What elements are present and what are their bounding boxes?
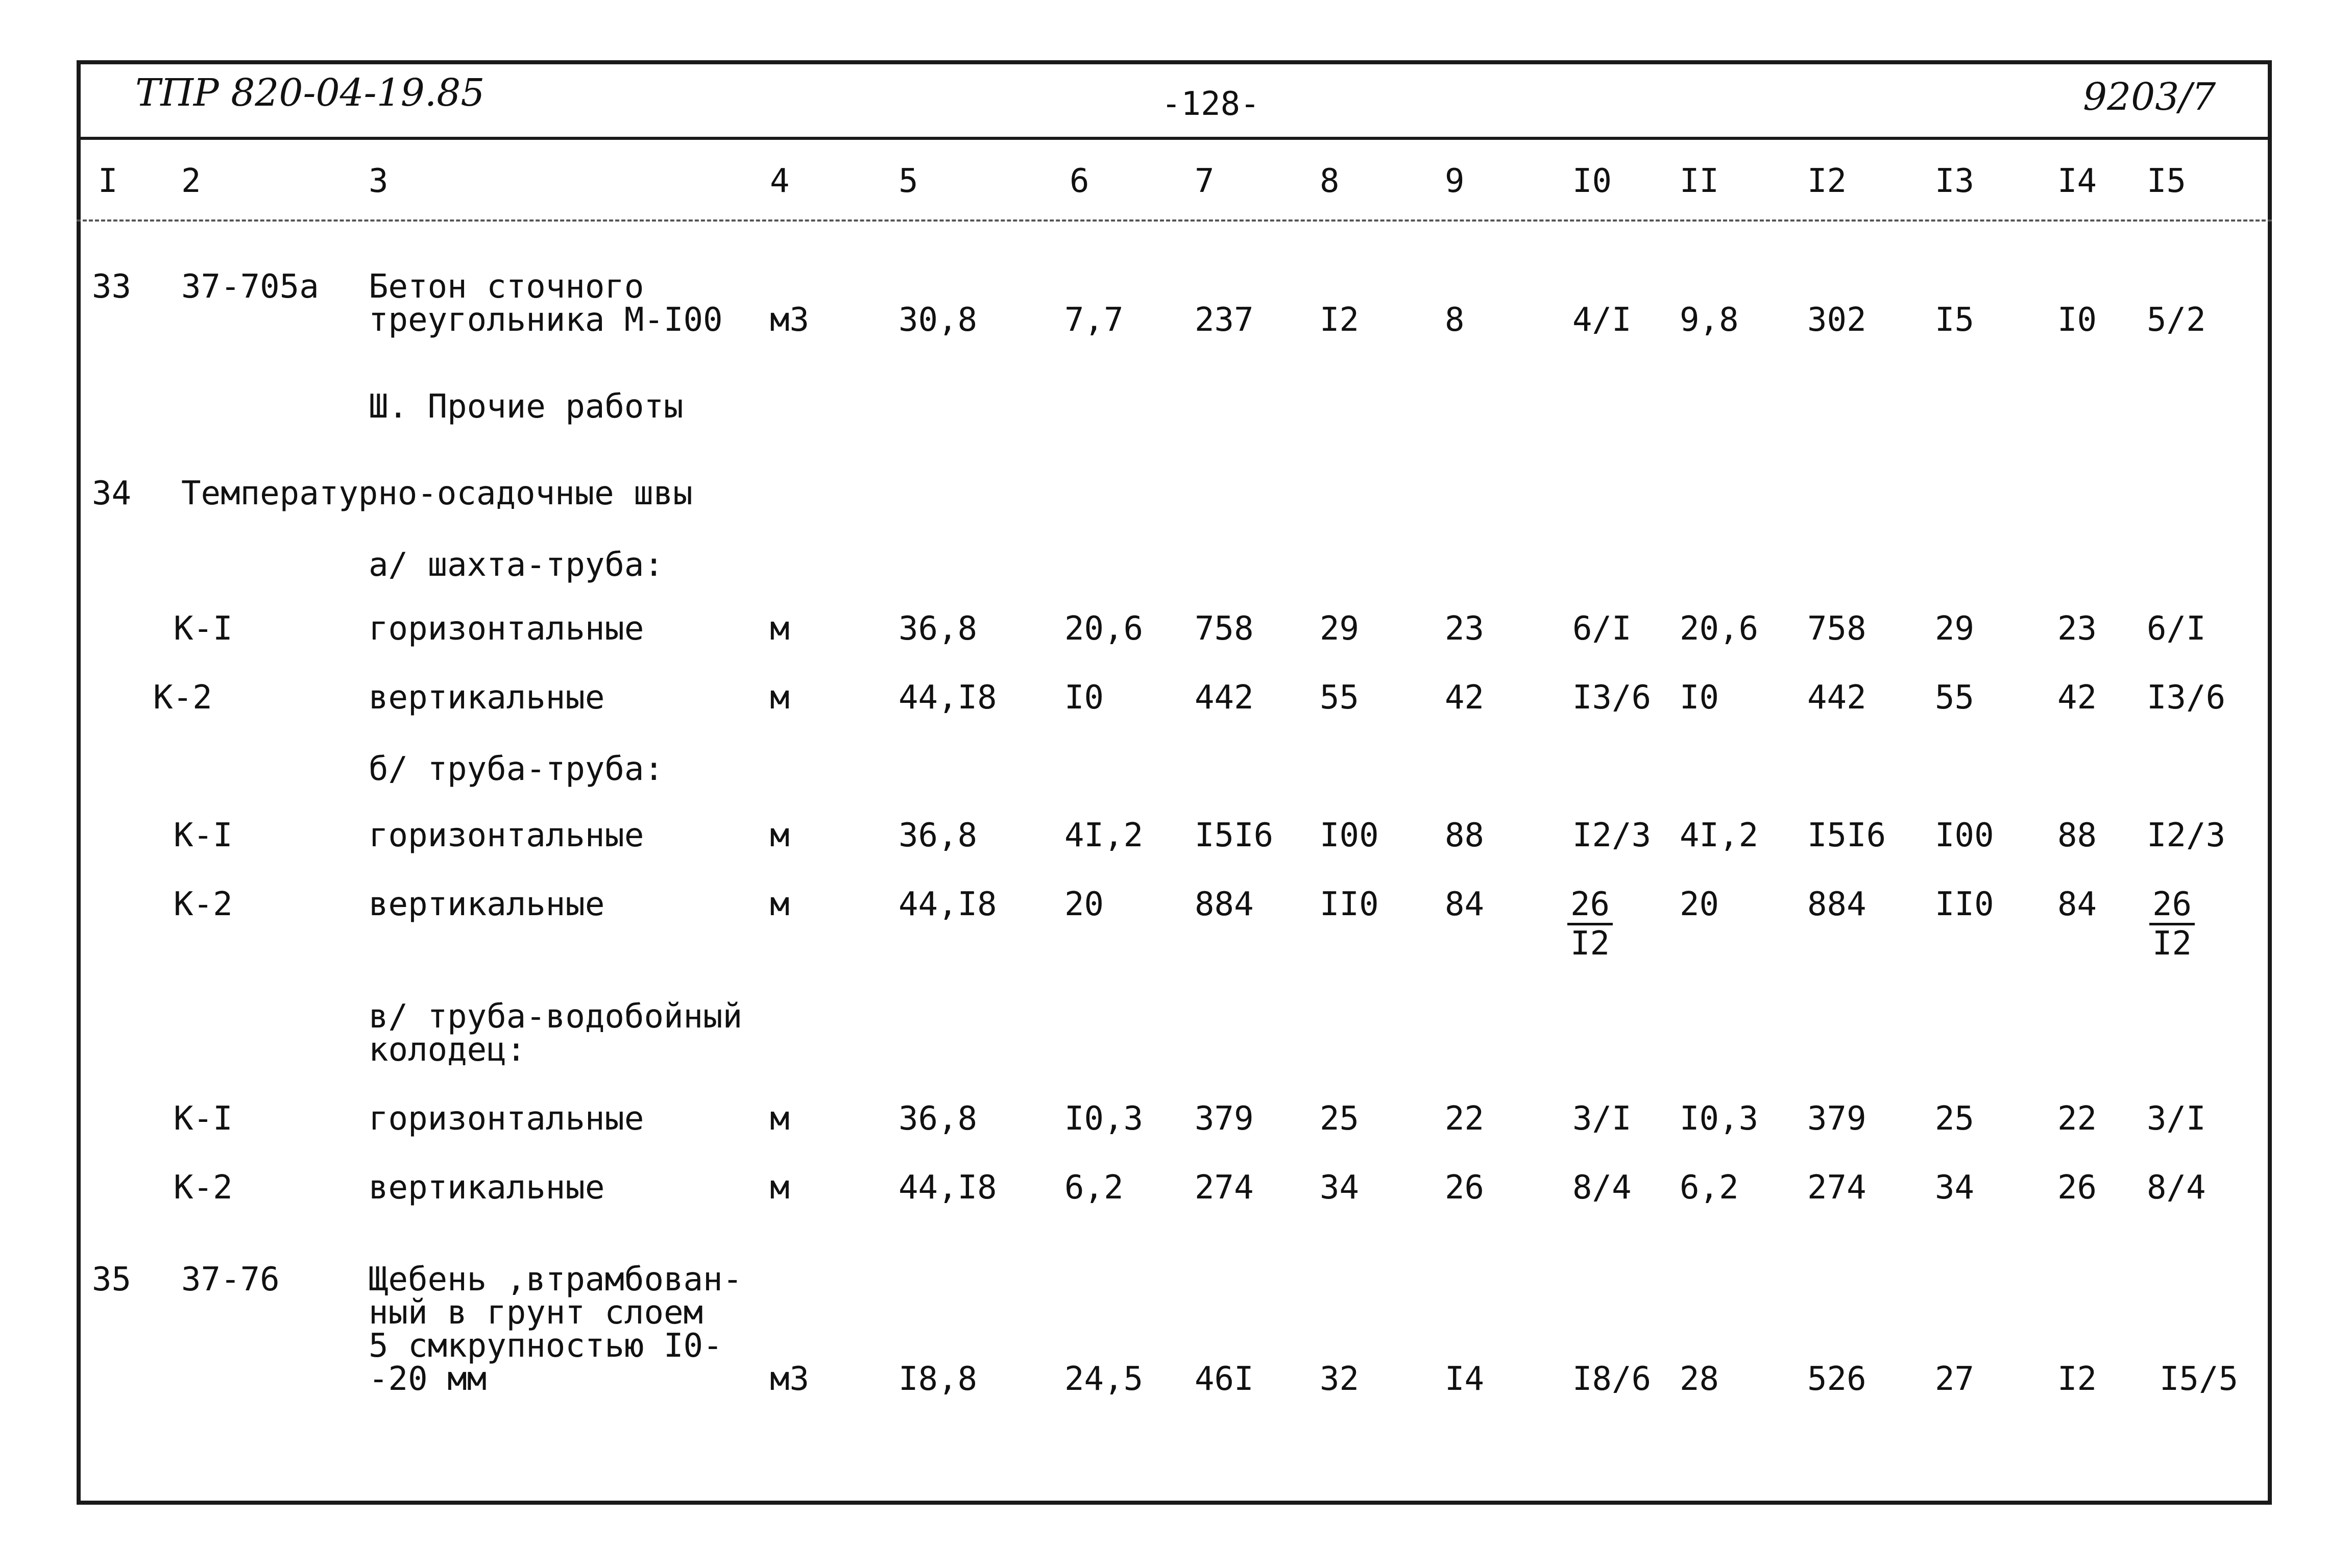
subgroup-b-heading: б/ труба-труба: xyxy=(369,750,664,788)
col-header-14: I4 xyxy=(2057,162,2097,200)
row-c-k1-col-14: 22 xyxy=(2057,1100,2097,1138)
row-b-k2-col-8: II0 xyxy=(1320,886,1379,923)
row-b-k2-col-12: 884 xyxy=(1807,886,1866,923)
row-a-k2-col-5: 44,I8 xyxy=(899,679,997,717)
col-header-11: II xyxy=(1680,162,1719,200)
row-a-k2-unit: м xyxy=(770,679,790,717)
col-header-2: 2 xyxy=(181,162,201,200)
col-header-13: I3 xyxy=(1935,162,1975,200)
fraction-numerator: 26 xyxy=(2149,888,2195,925)
row-b-k1-col-9: 88 xyxy=(1445,817,1485,854)
col-header-1: I xyxy=(98,162,118,200)
row-c-k1-name: горизонтальные xyxy=(369,1100,644,1138)
row-35-col-11: 28 xyxy=(1680,1360,1719,1398)
row-c-k1-col-15: 3/I xyxy=(2147,1100,2206,1138)
row-a-k1-col-6: 20,6 xyxy=(1064,610,1144,648)
row-33-col-6: 7,7 xyxy=(1064,301,1124,339)
row-c-k2-col-8: 34 xyxy=(1320,1169,1360,1207)
col-header-7: 7 xyxy=(1195,162,1215,200)
header-divider xyxy=(77,137,2272,140)
row-c-k1-code: К-I xyxy=(174,1100,233,1138)
row-a-k2-col-9: 42 xyxy=(1445,679,1485,717)
row-c-k2-col-7: 274 xyxy=(1195,1169,1254,1207)
row-b-k2-col-13: II0 xyxy=(1935,886,1994,923)
row-33-col-15: 5/2 xyxy=(2147,301,2206,339)
row-a-k1-col-7: 758 xyxy=(1195,610,1254,648)
row-b-k2-code: К-2 xyxy=(174,886,233,923)
row-33-col-8: I2 xyxy=(1320,301,1360,339)
row-c-k2-col-6: 6,2 xyxy=(1064,1169,1124,1207)
row-c-k1-unit: м xyxy=(770,1100,790,1138)
column-header-divider xyxy=(77,219,2272,222)
row-c-k1-col-5: 36,8 xyxy=(899,1100,978,1138)
row-c-k2-name: вертикальные xyxy=(369,1169,605,1207)
col-header-12: I2 xyxy=(1807,162,1847,200)
row-b-k2-col-11: 20 xyxy=(1680,886,1719,923)
row-35-col-14: I2 xyxy=(2057,1360,2097,1398)
section-other-works-heading: Ш. Прочие работы xyxy=(369,388,684,426)
row-b-k1-col-14: 88 xyxy=(2057,817,2097,854)
row-b-k2-col-9: 84 xyxy=(1445,886,1485,923)
row-b-k2-col-15-fraction xyxy=(2149,886,2195,963)
row-35-unit: м3 xyxy=(770,1360,810,1398)
row-33-col-14: I0 xyxy=(2057,301,2097,339)
row-33-col-11: 9,8 xyxy=(1680,301,1739,339)
row-a-k1-col-11: 20,6 xyxy=(1680,610,1759,648)
row-b-k1-col-7: I5I6 xyxy=(1195,817,1274,854)
row-35-col-6: 24,5 xyxy=(1064,1360,1144,1398)
row-a-k1-col-12: 758 xyxy=(1807,610,1866,648)
row-b-k1-code: К-I xyxy=(174,817,233,854)
row-a-k1-col-5: 36,8 xyxy=(899,610,978,648)
row-33-name-line-1: Бетон сточного xyxy=(369,268,644,306)
row-33-col-13: I5 xyxy=(1935,301,1975,339)
row-33-col-7: 237 xyxy=(1195,301,1254,339)
row-35-col-12: 526 xyxy=(1807,1360,1866,1398)
row-b-k1-unit: м xyxy=(770,817,790,854)
row-c-k2-col-14: 26 xyxy=(2057,1169,2097,1207)
row-a-k2-col-13: 55 xyxy=(1935,679,1975,717)
row-a-k1-unit: м xyxy=(770,610,790,648)
row-c-k1-col-12: 379 xyxy=(1807,1100,1866,1138)
row-34-name: Температурно-осадочные швы xyxy=(181,475,693,512)
col-header-9: 9 xyxy=(1445,162,1465,200)
row-35-col-5: I8,8 xyxy=(899,1360,978,1398)
row-35-col-7: 46I xyxy=(1195,1360,1254,1398)
sheet-code: 9203/7 xyxy=(2083,75,2216,119)
row-a-k2-col-14: 42 xyxy=(2057,679,2097,717)
row-b-k1-name: горизонтальные xyxy=(369,817,644,854)
row-a-k1-name: горизонтальные xyxy=(369,610,644,648)
row-a-k2-col-8: 55 xyxy=(1320,679,1360,717)
row-35-col-13: 27 xyxy=(1935,1360,1975,1398)
row-a-k2-code: К-2 xyxy=(153,679,212,717)
row-b-k1-col-15: I2/3 xyxy=(2147,817,2226,854)
page-number: -128- xyxy=(1161,85,1260,123)
row-b-k1-col-5: 36,8 xyxy=(899,817,978,854)
doc-code: ТПР 820-04-19.85 xyxy=(135,71,485,115)
row-c-k2-col-10: 8/4 xyxy=(1572,1169,1632,1207)
row-c-k1-col-6: I0,3 xyxy=(1064,1100,1144,1138)
row-c-k2-code: К-2 xyxy=(174,1169,233,1207)
row-35-col-10: I8/6 xyxy=(1572,1360,1652,1398)
subgroup-c-heading-line-1: в/ труба-водобойный xyxy=(369,998,743,1036)
col-header-4: 4 xyxy=(770,162,790,200)
row-a-k2-name: вертикальные xyxy=(369,679,605,717)
row-c-k2-col-5: 44,I8 xyxy=(899,1169,997,1207)
row-c-k2-col-15: 8/4 xyxy=(2147,1169,2206,1207)
row-35-col-9: I4 xyxy=(1445,1360,1485,1398)
row-b-k2-unit: м xyxy=(770,886,790,923)
row-a-k2-col-7: 442 xyxy=(1195,679,1254,717)
row-35-col-8: 32 xyxy=(1320,1360,1360,1398)
row-b-k2-col-5: 44,I8 xyxy=(899,886,997,923)
row-33-code: 37-705а xyxy=(181,268,319,306)
row-c-k2-col-12: 274 xyxy=(1807,1169,1866,1207)
row-a-k1-col-9: 23 xyxy=(1445,610,1485,648)
row-33-unit: м3 xyxy=(770,301,810,339)
row-34-number: 34 xyxy=(92,475,132,512)
row-35-number: 35 xyxy=(92,1261,132,1298)
col-header-8: 8 xyxy=(1320,162,1340,200)
row-b-k1-col-8: I00 xyxy=(1320,817,1379,854)
row-a-k2-col-10: I3/6 xyxy=(1572,679,1652,717)
row-c-k1-col-13: 25 xyxy=(1935,1100,1975,1138)
row-c-k2-unit: м xyxy=(770,1169,790,1207)
row-33-col-5: 30,8 xyxy=(899,301,978,339)
row-a-k1-col-10: 6/I xyxy=(1572,610,1632,648)
row-c-k2-col-9: 26 xyxy=(1445,1169,1485,1207)
row-a-k2-col-11: I0 xyxy=(1680,679,1719,717)
row-a-k1-code: К-I xyxy=(174,610,233,648)
col-header-15: I5 xyxy=(2147,162,2187,200)
row-c-k1-col-10: 3/I xyxy=(1572,1100,1632,1138)
subgroup-a-heading: а/ шахта-труба: xyxy=(369,546,664,584)
row-35-code: 37-76 xyxy=(181,1261,280,1298)
row-c-k1-col-9: 22 xyxy=(1445,1100,1485,1138)
row-35-name-line-4: -20 мм xyxy=(369,1360,487,1398)
row-a-k1-col-14: 23 xyxy=(2057,610,2097,648)
col-header-3: 3 xyxy=(369,162,389,200)
row-c-k2-col-11: 6,2 xyxy=(1680,1169,1739,1207)
row-b-k2-name: вертикальные xyxy=(369,886,605,923)
row-33-col-12: 302 xyxy=(1807,301,1866,339)
row-b-k2-col-10-fraction xyxy=(1567,886,1613,963)
row-b-k1-col-11: 4I,2 xyxy=(1680,817,1759,854)
row-35-name-line-2: ный в грунт слоем xyxy=(369,1294,704,1332)
col-header-5: 5 xyxy=(899,162,918,200)
row-35-name-line-1: Щебень ,втрамбован- xyxy=(369,1261,743,1298)
row-a-k2-col-12: 442 xyxy=(1807,679,1866,717)
col-header-6: 6 xyxy=(1070,162,1089,200)
row-b-k1-col-6: 4I,2 xyxy=(1064,817,1144,854)
row-33-col-9: 8 xyxy=(1445,301,1465,339)
row-c-k1-col-11: I0,3 xyxy=(1680,1100,1759,1138)
row-33-col-10: 4/I xyxy=(1572,301,1632,339)
row-a-k2-col-15: I3/6 xyxy=(2147,679,2226,717)
row-35-name-line-3: 5 смкрупностью I0- xyxy=(369,1327,723,1365)
row-b-k1-col-13: I00 xyxy=(1935,817,1994,854)
subgroup-c-heading-line-2: колодец: xyxy=(369,1031,526,1069)
row-b-k1-col-10: I2/3 xyxy=(1572,817,1652,854)
row-33-name-line-2: треугольника М-I00 xyxy=(369,301,723,339)
row-b-k2-col-6: 20 xyxy=(1064,886,1104,923)
row-b-k2-col-14: 84 xyxy=(2057,886,2097,923)
fraction-denominator: I2 xyxy=(2152,925,2192,963)
row-a-k2-col-6: I0 xyxy=(1064,679,1104,717)
row-a-k1-col-15: 6/I xyxy=(2147,610,2206,648)
fraction-numerator: 26 xyxy=(1567,888,1613,925)
fraction-denominator: I2 xyxy=(1570,925,1610,963)
col-header-10: I0 xyxy=(1572,162,1612,200)
row-a-k1-col-8: 29 xyxy=(1320,610,1360,648)
row-c-k1-col-7: 379 xyxy=(1195,1100,1254,1138)
row-c-k2-col-13: 34 xyxy=(1935,1169,1975,1207)
row-b-k2-col-7: 884 xyxy=(1195,886,1254,923)
row-35-col-15: I5/5 xyxy=(2160,1360,2239,1398)
row-33-number: 33 xyxy=(92,268,132,306)
row-c-k1-col-8: 25 xyxy=(1320,1100,1360,1138)
row-b-k1-col-12: I5I6 xyxy=(1807,817,1886,854)
row-a-k1-col-13: 29 xyxy=(1935,610,1975,648)
